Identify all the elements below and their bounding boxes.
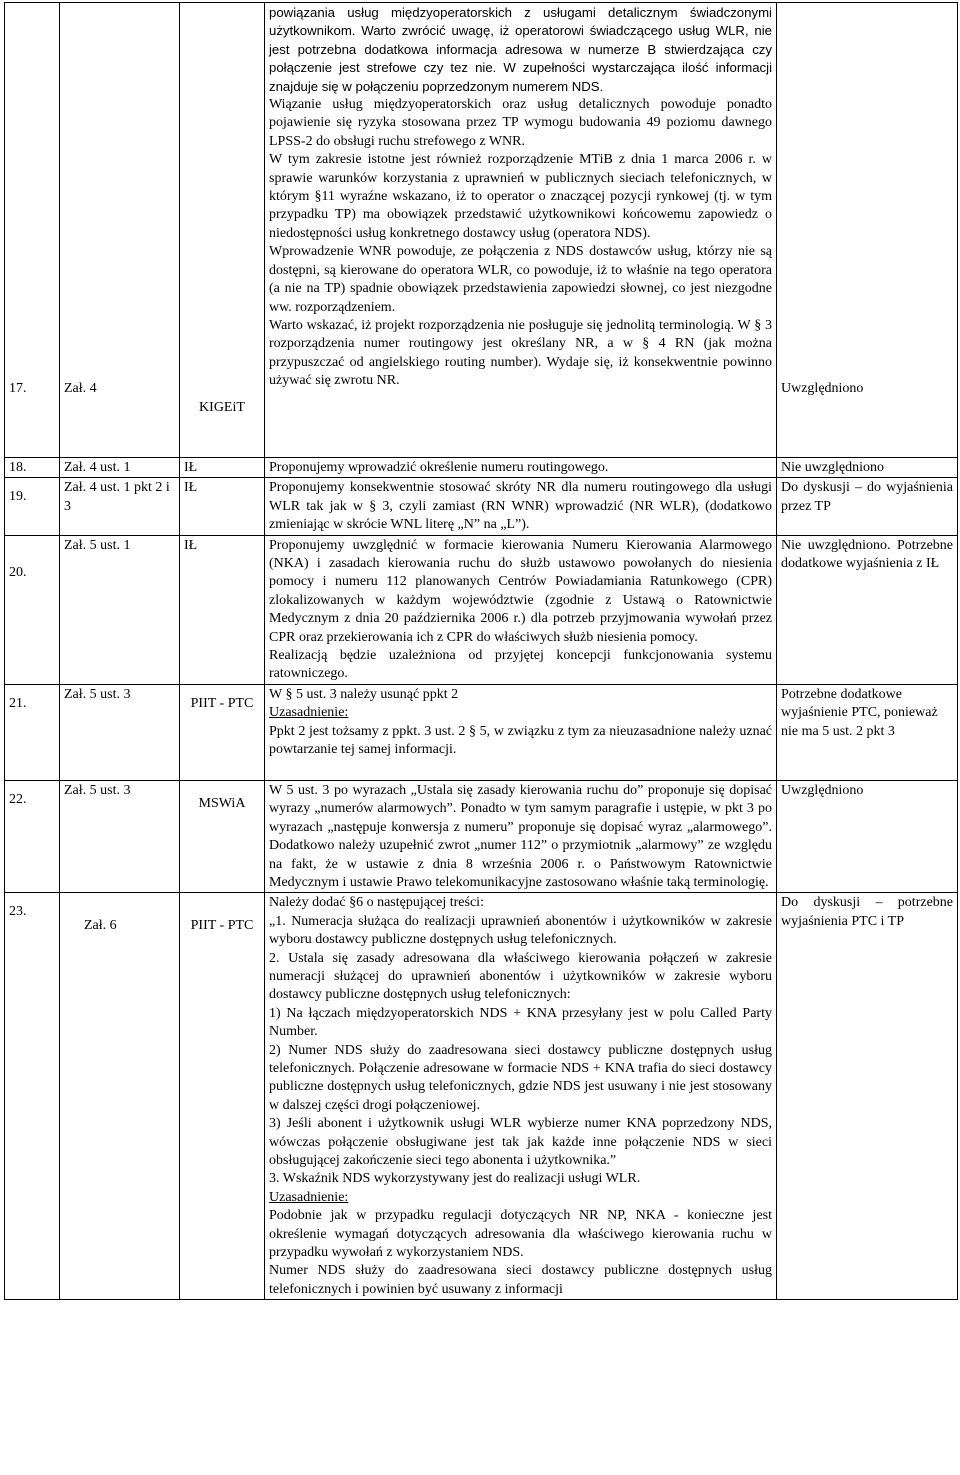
row-number: 21. [5, 684, 60, 780]
row-organization: IŁ [180, 458, 265, 478]
comment-paragraph: Proponujemy wprowadzić określenie numeru routingowego. [269, 460, 609, 475]
table-row [5, 684, 958, 780]
comment-paragraph: Należy dodać §6 o następującej treści: [269, 895, 484, 911]
row-organization: KIGEiT [180, 3, 265, 458]
comment-paragraph: 3) Jeśli abonent i użytkownik usługi WLR wybierze numer KNA poprzedzony NDS, wówczas połączenie obsługiwane jest tak jak każde inne połączenie NDS w sieci obsługującej zakończenie sieci tego abonenta i użytkownika.” [269, 1116, 772, 1168]
row-reference: Zał. 5 ust. 1 [60, 535, 180, 684]
row-reference: Zał. 5 ust. 3 [60, 684, 180, 780]
comment-paragraph: Podobnie jak w przypadku regulacji dotyczących NR NP, NKA - konieczne jest określenie wymagań dotyczących adresowania dla właściwego kierowania ruchu w przypadku wywołań z wykorzystaniem NDS. [269, 1208, 772, 1261]
row-status: Uwzględniono [777, 3, 958, 458]
comment-paragraph: Realizacją będzie uzależniona od przyjętej koncepcji funkcjonowania systemu ratowniczego. [269, 648, 772, 682]
row-organization: IŁ [180, 535, 265, 684]
table-row [5, 780, 958, 892]
justification-label: Uzasadnienie: [269, 705, 349, 721]
comment-paragraph: Proponujemy uwzględnić w formacie kierowania Numeru Kierowania Alarmowego (NKA) i zasadach kierowania ruchu do służb ustawowo powołanych do niesienia pomocy i numeru 112 planowanych Centrów Powiadamiania Ratunkowego (CPR) zlokalizowanych w każdym województwie (zgodnie z Ustawą o Ratownictwie Medycznym z dnia 20 października 2006 r.) dla potrzeb przyjmowania wywołań przez CPR oraz przekierowania ich z CPR do właściwych służb niesienia pomocy. [269, 537, 772, 645]
row-status: Do dyskusji – do wyjaśnienia przez TP [777, 478, 958, 535]
row-reference: Zał. 5 ust. 3 [60, 780, 180, 892]
comment-paragraph: W tym zakresie istotne jest również rozporządzenie MTiB z dnia 1 marca 2006 r. w sprawie warunków korzystania z uprawnień w publicznych sieciach telefonicznych, w którym §11 wyraźne wskazano, iż to operator o znaczącej pozycji rynkowej (tj. w tym przypadku TP) ma obowiązek przedstawić użytkownikowi końcowemu zapowiedz o niedostępności usług konkretnego dostawcy usług (operatora NDS). [269, 152, 772, 241]
comment-paragraph: Ppkt 2 jest tożsamy z ppkt. 3 ust. 2 § 5, w związku z tym za nieuzasadnione należy uznać powtarzanie tej samej informacji. [269, 723, 772, 758]
row-number: 20. [5, 535, 60, 684]
comment-paragraph: Numer NDS służy do zaadresowana sieci dostawcy publiczne dostępnych usług telefonicznych i powinien być usuwany z informacji [269, 1263, 772, 1297]
comment-paragraph: Wprowadzenie WNR powoduje, ze połączenia z NDS dostawców usług, którzy nie są dostępni, są kierowane do operatora WLR, co powoduje, iż to właśnie na tego operatora (a nie na TP) spadnie obowiązek przedstawienia zapowiedzi słownej, co jest niezgodne ww. rozporządzeniem. [269, 244, 772, 315]
row-comment [265, 3, 777, 458]
comments-table [4, 2, 958, 1300]
row-number: 23. [5, 893, 60, 1300]
row-number: 18. [5, 458, 60, 478]
comment-paragraph: 2) Numer NDS służy do zaadresowana sieci dostawcy publiczne dostępnych usług telefonicznych. Połączenie adresowane w formacie NDS + KNA trafia do sieci dostawcy publiczne dostępnych usług telefonicznych, gdzie NDS jest usuwany i nie jest stosowany w dalszej części drogi połączeniowej. [269, 1042, 772, 1113]
row-reference: Zał. 4 ust. 1 pkt 2 i 3 [60, 478, 180, 535]
row-number: 22. [5, 780, 60, 892]
comment-paragraph: 1) Na łączach międzyoperatorskich NDS + KNA przesyłany jest w polu Called Party Number. [269, 1005, 772, 1040]
table-row [5, 535, 958, 684]
comment-paragraph: „1. Numeracja służąca do realizacji uprawnień abonentów i użytkowników w zakresie wyboru dostawcy publiczne dostępnych usług telefonicznych. [269, 913, 772, 948]
row-status: Nie uwzględniono [777, 458, 958, 478]
comment-paragraph: W 5 ust. 3 po wyrazach „Ustala się zasady kierowania ruchu do” proponuje się dopisać wyrazy „numerów alarmowych”. Ponadto w tym samym paragrafie i ustępie, w pkt 3 po wyrazach „następuje konwersja z numeru” proponuje się dopisać wyraz „alarmowego”. Dodatkowo należy uzupełnić zwrot „numer 112” o przymiotnik „alarmowy” ze względu na fakt, że w ustawie z dnia 8 września 2006 r. o Państwowym Ratownictwie Medycznym i ustawie Prawo telekomunikacyjne zastosowano właśnie taką terminologię. [269, 782, 772, 890]
row-comment [265, 780, 777, 892]
justification-label: Uzasadnienie: [269, 1189, 349, 1205]
comment-paragraph: 3. Wskaźnik NDS wykorzystywany jest do realizacji usługi WLR. [269, 1171, 641, 1187]
row-organization: PIIT - PTC [180, 893, 265, 1300]
row-status: Potrzebne dodatkowe wyjaśnienie PTC, ponieważ nie ma 5 ust. 2 pkt 3 [777, 684, 958, 780]
row-organization: MSWiA [180, 780, 265, 892]
row-reference: Zał. 4 ust. 1 [60, 458, 180, 478]
comment-paragraph: 2. Ustala się zasady adresowana dla właściwego kierowania połączeń w zakresie numeracji służącej do uprawnień abonentów i użytkowników w zakresie wyboru dostawcy publiczne dostępnych usług telefonicznych: [269, 950, 772, 1003]
row-comment [265, 535, 777, 684]
table-row [5, 3, 958, 458]
row-comment [265, 478, 777, 535]
row-status: Do dyskusji – potrzebne wyjaśnienia PTC i TP [777, 893, 958, 1300]
row-number: 19. [5, 478, 60, 535]
row-comment [265, 893, 777, 1300]
row-reference: Zał. 4 [60, 3, 180, 458]
comment-paragraph: Warto wskazać, iż projekt rozporządzenia nie posługuje się jednolitą terminologią. W § 3 rozporządzenia numer routingowy jest określany NR, a w § 4 RN (jak można przypuszczać od angielskiego routing number). Wydaje się, iż konsekwentnie powinno używać się zwrotu NR. [269, 317, 772, 389]
row-comment [265, 684, 777, 780]
row-reference: Zał. 6 [60, 893, 180, 1300]
row-number: 17. [5, 3, 60, 458]
row-comment [265, 458, 777, 478]
row-status: Nie uwzględniono. Potrzebne dodatkowe wyjaśnienia z IŁ [777, 535, 958, 684]
comment-paragraph: Proponujemy konsekwentnie stosować skróty NR dla numeru routingowego dla usługi WLR tak jak w § 3, czyli zamiast (RN WNR) wprowadzić (NR WLR), (dodatkowo zmieniając w skrócie WNL literę „N” na „L”). [269, 480, 772, 533]
table-row [5, 893, 958, 1300]
row-organization: IŁ [180, 478, 265, 535]
table-row [5, 458, 958, 478]
table-row [5, 478, 958, 535]
row-status: Uwzględniono [777, 780, 958, 892]
comment-paragraph: W § 5 ust. 3 należy usunąć ppkt 2 [269, 686, 459, 702]
comment-paragraph: powiązania usług międzyoperatorskich z usługami detalicznym świadczonymi użytkownikom. Warto zwrócić uwagę, iż operatorowi świadczącego usług WLR, nie jest potrzebna dodatkowa informacja adresowa w numerze B stwierdzająca czy połączenie jest strefowe czy tez nie. W zupełności wystarczająca ilość informacji znajduje się w połączeniu poprzedzonym numerem NDS. [269, 5, 772, 94]
comment-paragraph: Wiązanie usług międzyoperatorskich oraz usług detalicznych powoduje ponadto pojawienie się ryzyka stosowana przez TP wymogu budowania 49 poziomu dawnego LPSS-2 do obsługi ruchu strefowego z WNR. [269, 97, 772, 149]
row-organization: PIIT - PTC [180, 684, 265, 780]
